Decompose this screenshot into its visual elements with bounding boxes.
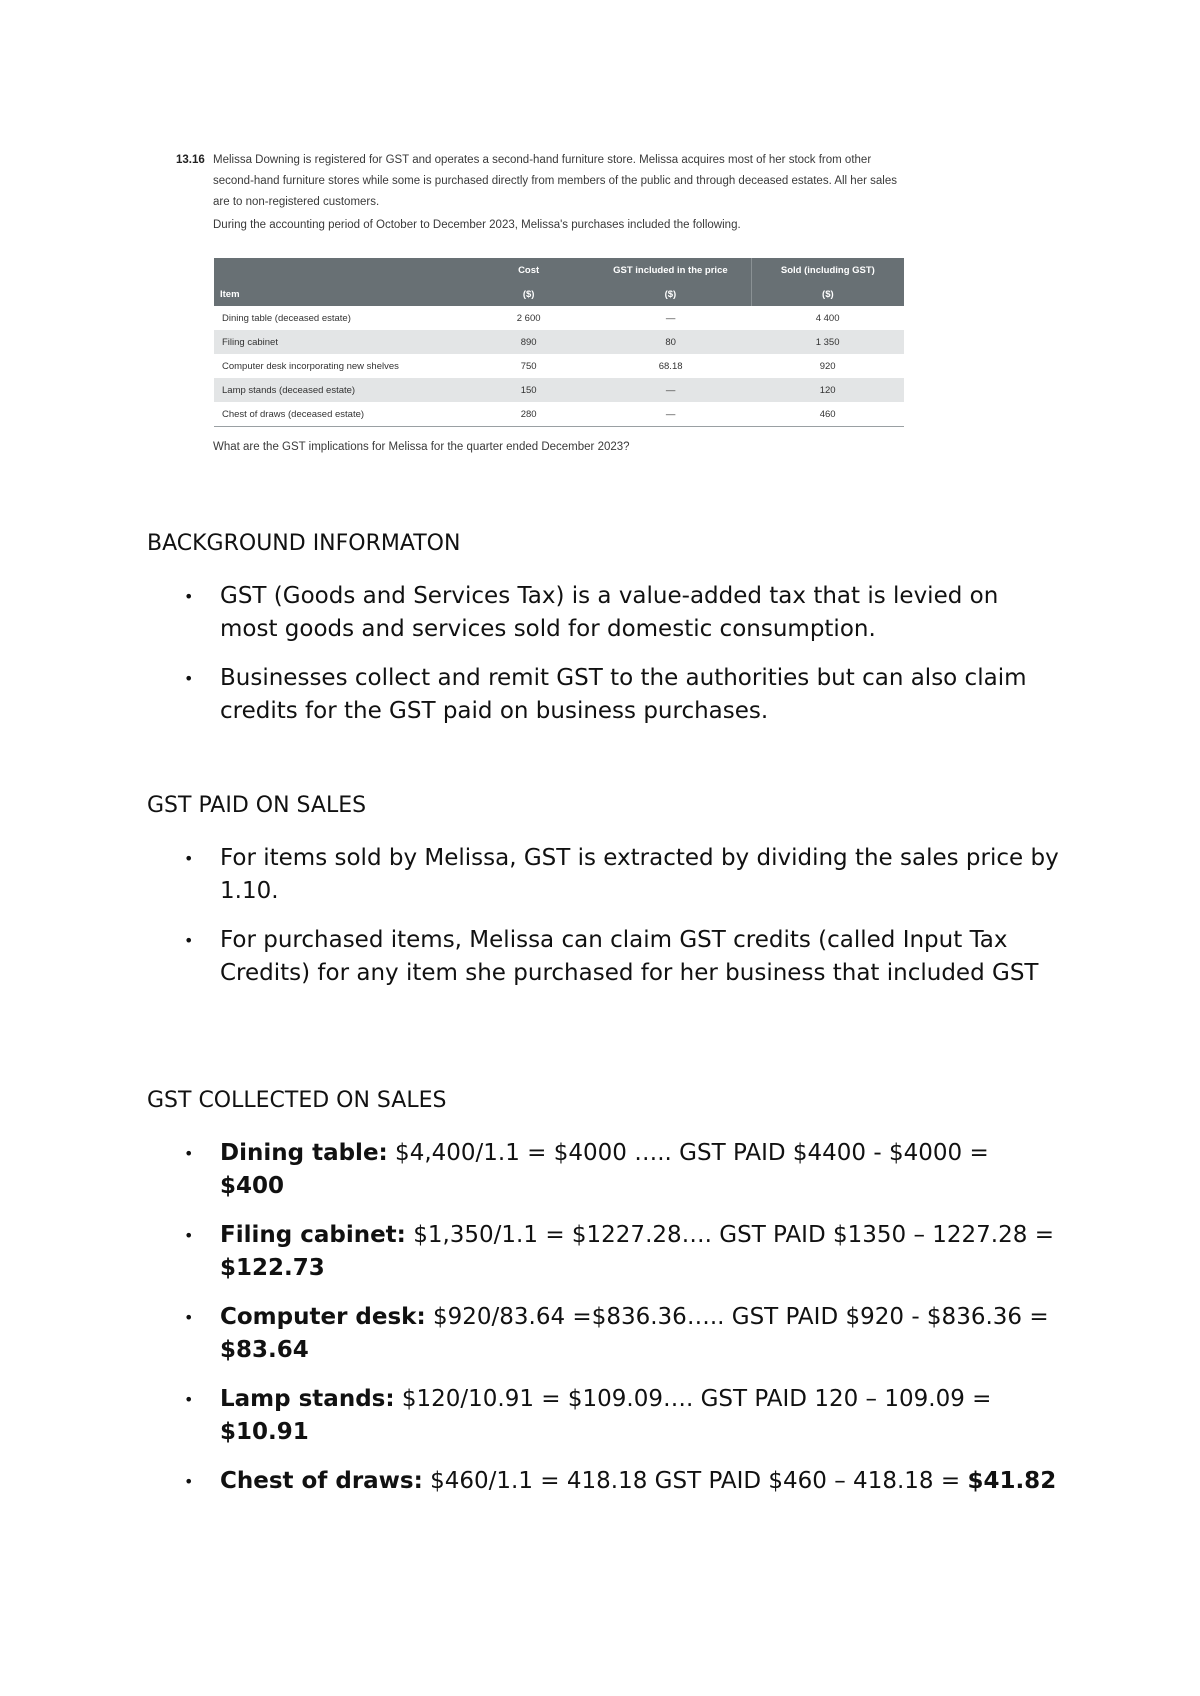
table-row	[214, 330, 904, 354]
header-cost-unit: ($)	[467, 282, 590, 306]
item-calc: $1,350/1.1 = $1227.28…. GST PAID $1350 – 1227.28 =	[405, 1222, 1054, 1248]
item-label: Dining table:	[220, 1140, 388, 1166]
list-item	[180, 580, 1060, 646]
item-label: Chest of draws:	[220, 1468, 423, 1494]
cell-item: Lamp stands (deceased estate)	[214, 378, 467, 402]
cell-cost: 150	[467, 378, 590, 402]
question-number: 13.16	[176, 154, 205, 166]
cell-gst: —	[665, 312, 676, 324]
cell-sold: 460	[751, 402, 904, 427]
cell-cost: 890	[467, 330, 590, 354]
question-period-text: During the accounting period of October to December 2023, Melissa's purchases included the following.	[213, 219, 741, 231]
cell-item: Computer desk incorporating new shelves	[222, 360, 399, 372]
bullet-icon: •	[184, 1472, 194, 1491]
cell-gst: 80	[590, 330, 751, 354]
bullet-icon: •	[184, 1308, 194, 1327]
cell-sold: 1 350	[751, 330, 904, 354]
question-intro-text: Melissa Downing is registered for GST and operates a second-hand furniture store. Melissa acquires most of her stock from other second-hand furniture stores while some is purchased directly from members of the public and through deceased estates. All her sales are to non-registered customers.	[213, 154, 897, 208]
list-item-text: GST (Goods and Services Tax) is a value-added tax that is levied on most goods and services sold for domestic consumption.	[220, 583, 999, 642]
bullet-icon: •	[184, 849, 194, 868]
cell-item: Filing cabinet	[214, 330, 467, 354]
list-item	[180, 842, 1060, 908]
header-item: Item	[214, 258, 467, 306]
item-result: $83.64	[220, 1337, 309, 1363]
item-label: Computer desk:	[220, 1304, 426, 1330]
list-item-text: For items sold by Melissa, GST is extracted by dividing the sales price by 1.10.	[220, 845, 1059, 904]
bullet-icon: •	[184, 1390, 194, 1409]
cell-item: Dining table (deceased estate)	[222, 312, 351, 324]
cell-sold: 120	[751, 378, 904, 402]
header-cost: Cost	[467, 258, 590, 282]
cell-sold: 4 400	[815, 312, 840, 324]
item-label: Lamp stands:	[220, 1386, 395, 1412]
list-item	[180, 1219, 1060, 1285]
header-sold-unit: ($)	[751, 282, 904, 306]
list-item-text: Businesses collect and remit GST to the authorities but can also claim credits for the GST paid on business purchases.	[220, 665, 1027, 724]
list-item	[180, 1383, 1060, 1449]
item-label: Filing cabinet:	[220, 1222, 406, 1248]
item-calc: $120/10.91 = $109.09…. GST PAID 120 – 109.09 =	[394, 1386, 992, 1412]
item-calc: $460/1.1 = 418.18 GST PAID $460 – 418.18 =	[422, 1468, 968, 1494]
list-item	[180, 1137, 1060, 1203]
header-sold: Sold (including GST)	[751, 258, 904, 282]
table-row	[214, 306, 904, 330]
bullet-icon: •	[184, 669, 194, 688]
cell-gst: —	[590, 378, 751, 402]
table-row	[214, 402, 904, 427]
gst-collected-list	[180, 1137, 1060, 1514]
gst-paid-list	[180, 842, 1060, 1006]
item-result: $122.73	[220, 1255, 325, 1281]
question-intro	[176, 150, 906, 213]
bullet-icon: •	[184, 587, 194, 606]
header-gst: GST included in the price	[590, 258, 751, 282]
cell-cost: 2 600	[516, 312, 541, 324]
table-row	[214, 378, 904, 402]
item-calc: $4,400/1.1 = $4000 ….. GST PAID $4400 - $4000 =	[387, 1140, 989, 1166]
list-item	[180, 924, 1060, 990]
gst-collected-heading: GST COLLECTED ON SALES	[147, 1088, 447, 1113]
header-gst-unit: ($)	[590, 282, 751, 306]
question-prompt: What are the GST implications for Melissa for the quarter ended December 2023?	[213, 441, 630, 453]
list-item	[180, 1301, 1060, 1367]
item-result: $10.91	[220, 1419, 309, 1445]
item-result: $400	[220, 1173, 285, 1199]
table-row	[214, 354, 904, 378]
cell-item: Chest of draws (deceased estate)	[214, 402, 467, 427]
cell-gst: 68.18	[658, 360, 683, 372]
item-calc: $920/83.64 =$836.36….. GST PAID $920 - $836.36 =	[425, 1304, 1049, 1330]
cell-sold: 920	[819, 360, 836, 372]
list-item	[180, 1465, 1060, 1498]
bullet-icon: •	[184, 1144, 194, 1163]
question-excerpt	[176, 150, 906, 231]
cell-cost: 280	[467, 402, 590, 427]
item-result: $41.82	[967, 1468, 1057, 1494]
cell-gst: —	[590, 402, 751, 427]
bullet-icon: •	[184, 1226, 194, 1245]
list-item-text: For purchased items, Melissa can claim GST credits (called Input Tax Credits) for any item she purchased for her business that included GST	[220, 927, 1039, 986]
background-list	[180, 580, 1060, 744]
list-item	[180, 662, 1060, 728]
cell-cost: 750	[520, 360, 537, 372]
background-heading: BACKGROUND INFORMATON	[147, 531, 461, 556]
gst-paid-heading: GST PAID ON SALES	[147, 793, 367, 818]
bullet-icon: •	[184, 931, 194, 950]
table-header-row-1	[214, 258, 904, 282]
purchases-table	[214, 258, 904, 427]
